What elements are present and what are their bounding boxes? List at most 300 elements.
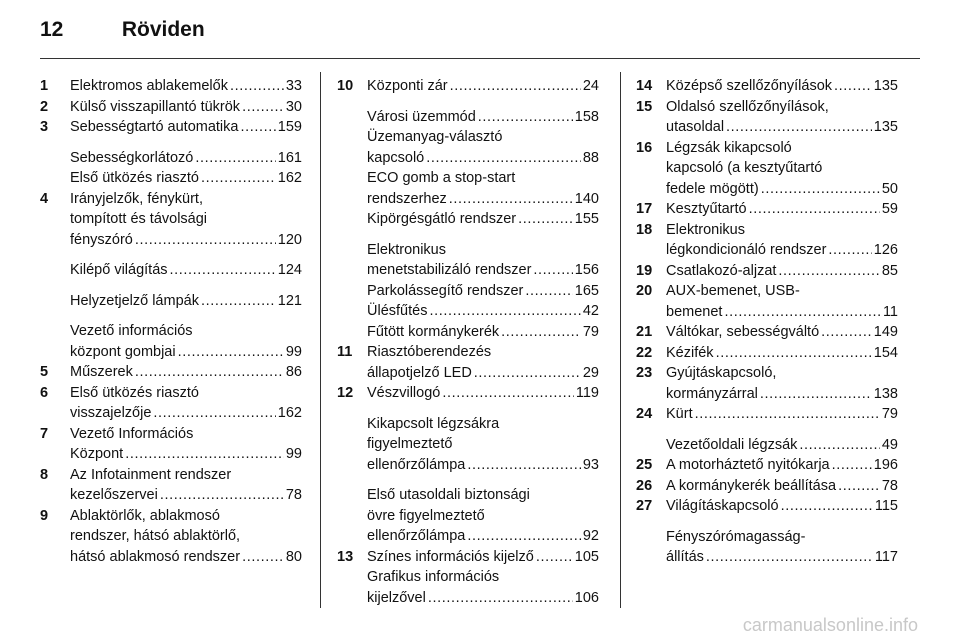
entry-label-line: kapcsoló [367, 149, 425, 166]
entry-last-line [70, 97, 302, 118]
page-ref: 121 [277, 292, 302, 309]
entry-text [666, 220, 898, 261]
entry-last-line [666, 496, 898, 517]
entry-text [666, 455, 898, 476]
entry-number [40, 321, 70, 362]
index-entry [40, 260, 302, 281]
page-ref: 161 [277, 149, 302, 166]
dot-leader [426, 148, 581, 169]
dot-leader [706, 547, 873, 568]
watermark: carmanualsonline.info [742, 615, 918, 635]
entry-number [337, 567, 367, 608]
entry-label-line: állapotjelző LED [367, 364, 472, 381]
entry-label-line: Kikapcsolt légzsákra [367, 415, 500, 432]
entry-label-line: Elektronikus [666, 221, 745, 238]
index-entry [337, 322, 599, 343]
entry-label-line: menetstabilizáló rendszer [367, 262, 532, 278]
entry-label-line: kezelőszervei [70, 487, 158, 503]
entry-text [666, 322, 898, 343]
page-ref: 88 [582, 149, 599, 166]
index-entry [636, 455, 898, 476]
dot-leader [178, 342, 284, 363]
page-ref: 154 [873, 344, 898, 361]
index-entry [636, 281, 898, 322]
entry-last-line [70, 117, 302, 138]
entry-label-line: Váltókar, sebességváltó [666, 324, 820, 340]
page-ref: 24 [582, 78, 599, 94]
page-ref: 78 [881, 477, 898, 494]
dot-leader [724, 302, 881, 323]
entry-number: 6 [40, 384, 49, 401]
entry-label-line: rendszer, hátsó ablaktörlő, [70, 528, 241, 544]
entry-label-line: Színes információs kijelző [367, 548, 534, 565]
index-entry [636, 220, 898, 261]
dot-leader [195, 148, 275, 169]
dot-leader [761, 179, 880, 200]
entry-last-line [70, 362, 302, 383]
index-entry [40, 465, 302, 506]
entry-last-line [70, 76, 302, 97]
entry-text [70, 424, 302, 465]
entry-number: 26 [636, 477, 653, 494]
entry-number: 23 [636, 365, 653, 381]
entry-label-line: Ülésfűtés [367, 303, 428, 319]
entry-label-line: Vezetőoldali légzsák [666, 436, 798, 453]
entry-label-line: Légzsák kikapcsoló [666, 139, 792, 156]
entry-label-line: Üzemanyag-választó [367, 129, 503, 145]
entry-text [666, 496, 898, 517]
entry-number: 12 [337, 385, 354, 401]
entry-last-line [666, 76, 898, 97]
dot-leader [525, 281, 572, 302]
entry-label-line: Sebességkorlátozó [70, 149, 194, 166]
entry-number: 24 [636, 406, 653, 422]
entry-last-line [666, 435, 898, 456]
index-entry [636, 199, 898, 220]
entry-label-line: Oldalsó szellőzőnyílások, [666, 98, 829, 115]
entry-label-line: Ablaktörlők, ablakmosó [70, 507, 220, 524]
entry-last-line [367, 209, 599, 230]
entry-number: 20 [636, 283, 653, 299]
index-entry [40, 97, 302, 118]
entry-label-line: Műszerek [70, 364, 133, 380]
entry-text [666, 138, 898, 200]
entry-label-line: Az Infotainment rendszer [70, 466, 232, 483]
index-entry [40, 383, 302, 424]
page-ref: 159 [277, 119, 302, 135]
dot-leader [828, 240, 871, 261]
entry-label-line: Vezető Információs [70, 425, 194, 442]
entry-label-line: Első utasoldali biztonsági [367, 487, 530, 503]
index-entry [337, 485, 599, 547]
entry-label-line: utasoldal [666, 119, 725, 135]
index-entry [337, 342, 599, 383]
dot-leader [832, 455, 872, 476]
index-entry [337, 281, 599, 302]
page-ref: 119 [575, 385, 599, 401]
entry-label-line: Grafikus információs [367, 569, 500, 585]
index-column-1 [40, 76, 302, 567]
entry-last-line [666, 384, 898, 405]
entry-text [666, 343, 898, 364]
dot-leader [518, 209, 573, 230]
page-ref: 42 [582, 303, 599, 319]
entry-number: 11 [337, 344, 353, 360]
page-ref: 162 [277, 170, 302, 186]
page-ref: 126 [873, 242, 898, 258]
page-ref: 158 [574, 108, 599, 125]
entry-text [367, 383, 599, 404]
page-ref: 115 [874, 498, 898, 514]
entry-number [40, 168, 70, 189]
index-column-3 [636, 76, 898, 568]
index-entry [337, 414, 599, 476]
dot-leader [170, 260, 276, 281]
entry-last-line [367, 526, 599, 547]
dot-leader [749, 199, 880, 220]
dot-leader [230, 76, 284, 97]
entry-text [367, 414, 599, 476]
entry-number [636, 527, 666, 568]
dot-leader [501, 322, 581, 343]
entry-last-line [367, 281, 599, 302]
entry-number [40, 260, 70, 281]
entry-last-line [666, 404, 898, 425]
page-ref: 85 [881, 262, 898, 279]
page-ref: 49 [881, 436, 898, 453]
entry-text [367, 107, 599, 128]
entry-number [337, 301, 367, 322]
entry-number: 10 [337, 78, 354, 94]
entry-number: 17 [636, 201, 653, 217]
page-ref: 79 [582, 323, 599, 340]
entry-label-line: Fűtött kormánykerék [367, 323, 500, 340]
index-entry [337, 76, 599, 97]
entry-text [666, 527, 898, 568]
entry-last-line [367, 148, 599, 169]
entry-label-line: ECO gomb a stop-start [367, 170, 516, 186]
entry-number: 22 [636, 344, 653, 361]
entry-number: 14 [636, 78, 653, 94]
entry-text [666, 261, 898, 282]
index-entry [40, 506, 302, 568]
entry-label-line: hátsó ablakmosó rendszer [70, 548, 241, 565]
entry-last-line [666, 240, 898, 261]
index-entry [40, 321, 302, 362]
entry-text [367, 547, 599, 568]
entry-number [40, 148, 70, 169]
index-entry [40, 291, 302, 312]
entry-label-line: Első ütközés riasztó [70, 384, 199, 401]
dot-leader [838, 476, 880, 497]
page-ref: 80 [285, 548, 302, 565]
entry-text [70, 362, 302, 383]
page-ref: 78 [285, 487, 302, 503]
index-entry [636, 343, 898, 364]
entry-label-line: Vezető információs [70, 323, 193, 339]
entry-number [337, 168, 367, 209]
index-entry [636, 363, 898, 404]
entry-label-line: Riasztóberendezés [367, 344, 492, 360]
entry-text [367, 240, 599, 281]
dot-leader [449, 189, 573, 210]
entry-label-line: Központ [70, 446, 124, 462]
column-divider-1 [320, 72, 321, 608]
entry-label-line: ellenőrzőlámpa [367, 456, 466, 473]
entry-last-line [367, 383, 599, 404]
entry-label-line: kormányzárral [666, 385, 758, 402]
page-ref: 162 [277, 405, 302, 421]
dot-leader [428, 588, 573, 609]
dot-leader [442, 383, 574, 404]
page-ref: 79 [881, 406, 898, 422]
page-ref: 50 [881, 180, 898, 197]
index-entry [636, 76, 898, 97]
entry-label-line: Kürt [666, 406, 693, 422]
entry-text [70, 168, 302, 189]
dot-leader [153, 403, 275, 424]
entry-text [666, 76, 898, 97]
index-entry [40, 362, 302, 383]
page-ref: 86 [285, 364, 302, 380]
entry-last-line [666, 261, 898, 282]
entry-label-line: Városi üzemmód [367, 108, 476, 125]
entry-last-line [70, 230, 302, 251]
dot-leader [135, 362, 284, 383]
entry-last-line [367, 322, 599, 343]
entry-label-line: övre figyelmeztető [367, 507, 485, 524]
entry-number: 19 [636, 262, 653, 279]
entry-label-line: visszajelzője [70, 405, 152, 421]
entry-text [666, 476, 898, 497]
dot-leader [467, 455, 581, 476]
entry-number [337, 209, 367, 230]
entry-number [337, 281, 367, 302]
entry-last-line [367, 260, 599, 281]
page-ref: 11 [882, 303, 898, 320]
index-entry [40, 424, 302, 465]
header-divider [40, 58, 920, 59]
entry-label-line: Parkolássegítő rendszer [367, 282, 524, 299]
entry-last-line [70, 444, 302, 465]
entry-text [70, 97, 302, 118]
page-ref: 156 [574, 262, 599, 278]
page-ref: 196 [873, 457, 898, 473]
dot-leader [533, 260, 572, 281]
entry-last-line [70, 291, 302, 312]
index-entry [337, 209, 599, 230]
index-entry [337, 383, 599, 404]
entry-number: 21 [636, 324, 653, 340]
entry-last-line [70, 342, 302, 363]
index-entry [636, 97, 898, 138]
entry-number: 3 [40, 119, 49, 135]
entry-label-line: tompított és távolsági [70, 211, 208, 227]
dot-leader [536, 547, 573, 568]
index-entry [636, 404, 898, 425]
page-ref: 106 [574, 589, 599, 606]
entry-label-line: Vészvillogó [367, 385, 441, 401]
dot-leader [125, 444, 284, 465]
entry-text [367, 209, 599, 230]
entry-number: 25 [636, 457, 653, 473]
entry-label-line: Fényszórómagasság- [666, 528, 806, 545]
dot-leader [135, 230, 276, 251]
entry-label-line: fedele mögött) [666, 180, 759, 197]
index-entry [636, 496, 898, 517]
entry-text [70, 291, 302, 312]
entry-number [337, 127, 367, 168]
index-entry [337, 127, 599, 168]
index-entry [636, 476, 898, 497]
entry-last-line [367, 547, 599, 568]
dot-leader [242, 97, 284, 118]
page-ref: 135 [873, 119, 898, 135]
entry-number [337, 322, 367, 343]
dot-leader [240, 117, 275, 138]
entry-number [337, 107, 367, 128]
entry-label-line: bemenet [666, 303, 723, 320]
entry-label-line: Csatlakozó-aljzat [666, 262, 777, 279]
page-ref: 124 [277, 262, 302, 278]
dot-leader [716, 343, 872, 364]
index-entry [40, 117, 302, 138]
entry-label-line: Külső visszapillantó tükrök [70, 98, 241, 115]
entry-label-line: Világításkapcsoló [666, 498, 779, 514]
page-title: Röviden [121, 18, 205, 41]
dot-leader [474, 363, 581, 384]
entry-number: 15 [636, 98, 653, 115]
entry-label-line: Irányjelzők, fénykürt, [70, 190, 203, 207]
index-entry [337, 107, 599, 128]
entry-label-line: légkondicionáló rendszer [666, 242, 827, 258]
entry-label-line: kapcsoló (a kesztyűtartó [666, 160, 823, 176]
entry-label-line: Elektronikus [367, 241, 446, 258]
entry-last-line [70, 485, 302, 506]
page-ref: 59 [881, 201, 898, 217]
dot-leader [478, 107, 573, 128]
dot-leader [450, 76, 581, 97]
index-entry [40, 148, 302, 169]
dot-leader [201, 291, 276, 312]
entry-label-line: rendszerhez [367, 190, 447, 207]
entry-number [636, 435, 666, 456]
entry-last-line [367, 76, 599, 97]
entry-last-line [367, 107, 599, 128]
column-divider-2 [620, 72, 621, 608]
dot-leader [429, 301, 580, 322]
entry-label-line: kijelzővel [367, 589, 426, 606]
index-entry [337, 547, 599, 568]
entry-last-line [367, 588, 599, 609]
index-entry [337, 301, 599, 322]
entry-number [337, 414, 367, 476]
entry-last-line [666, 547, 898, 568]
index-entry [337, 567, 599, 608]
entry-last-line [367, 455, 599, 476]
entry-text [666, 199, 898, 220]
entry-last-line [367, 189, 599, 210]
entry-number: 13 [337, 548, 354, 565]
index-entry [636, 322, 898, 343]
index-entry [636, 527, 898, 568]
entry-label-line: AUX-bemenet, USB- [666, 283, 800, 299]
entry-text [367, 567, 599, 608]
entry-last-line [666, 455, 898, 476]
entry-text [666, 435, 898, 456]
entry-last-line [666, 322, 898, 343]
entry-number: 5 [40, 364, 49, 380]
entry-text [367, 76, 599, 97]
entry-text [70, 383, 302, 424]
entry-label-line: Kipörgésgátló rendszer [367, 211, 517, 227]
index-entry [40, 76, 302, 97]
entry-text [367, 485, 599, 547]
page-ref: 30 [285, 98, 302, 115]
entry-text [367, 168, 599, 209]
dot-leader [242, 547, 284, 568]
dot-leader [834, 76, 872, 97]
entry-text [70, 189, 302, 251]
entry-last-line [666, 199, 898, 220]
entry-text [666, 404, 898, 425]
entry-text [367, 322, 599, 343]
page-ref: 120 [277, 231, 302, 248]
entry-number [40, 291, 70, 312]
entry-text [666, 281, 898, 322]
entry-label-line: központ gombjai [70, 343, 176, 360]
page-ref: 138 [873, 385, 898, 402]
dot-leader [726, 117, 872, 138]
index-column-2 [337, 76, 599, 608]
dot-leader [799, 435, 879, 456]
page-ref: 155 [574, 211, 599, 227]
entry-last-line [367, 301, 599, 322]
entry-label-line: A motorháztető nyitókarja [666, 457, 830, 473]
entry-last-line [367, 363, 599, 384]
page-ref: 29 [582, 364, 599, 381]
entry-text [70, 260, 302, 281]
entry-text [70, 76, 302, 97]
entry-last-line [70, 547, 302, 568]
entry-last-line [70, 260, 302, 281]
page-ref: 99 [285, 343, 302, 360]
dot-leader [695, 404, 880, 425]
entry-label-line: figyelmeztető [367, 436, 453, 452]
entry-last-line [70, 403, 302, 424]
dot-leader [821, 322, 872, 343]
entry-label-line: Elektromos ablakemelők [70, 78, 228, 94]
entry-number: 4 [40, 190, 49, 207]
entry-text [367, 281, 599, 302]
entry-text [367, 301, 599, 322]
page-number: 12 [40, 18, 64, 41]
entry-number: 1 [40, 78, 49, 94]
page-ref: 165 [574, 282, 599, 299]
entry-number: 27 [636, 498, 653, 514]
entry-number: 9 [40, 507, 49, 524]
index-entry [40, 168, 302, 189]
entry-label-line: Sebességtartó automatika [70, 119, 239, 135]
entry-number [337, 240, 367, 281]
page-ref: 117 [874, 549, 898, 565]
entry-number: 8 [40, 466, 49, 483]
entry-number: 18 [636, 221, 653, 238]
dot-leader [467, 526, 581, 547]
entry-text [70, 465, 302, 506]
dot-leader [781, 496, 873, 517]
entry-text [70, 148, 302, 169]
